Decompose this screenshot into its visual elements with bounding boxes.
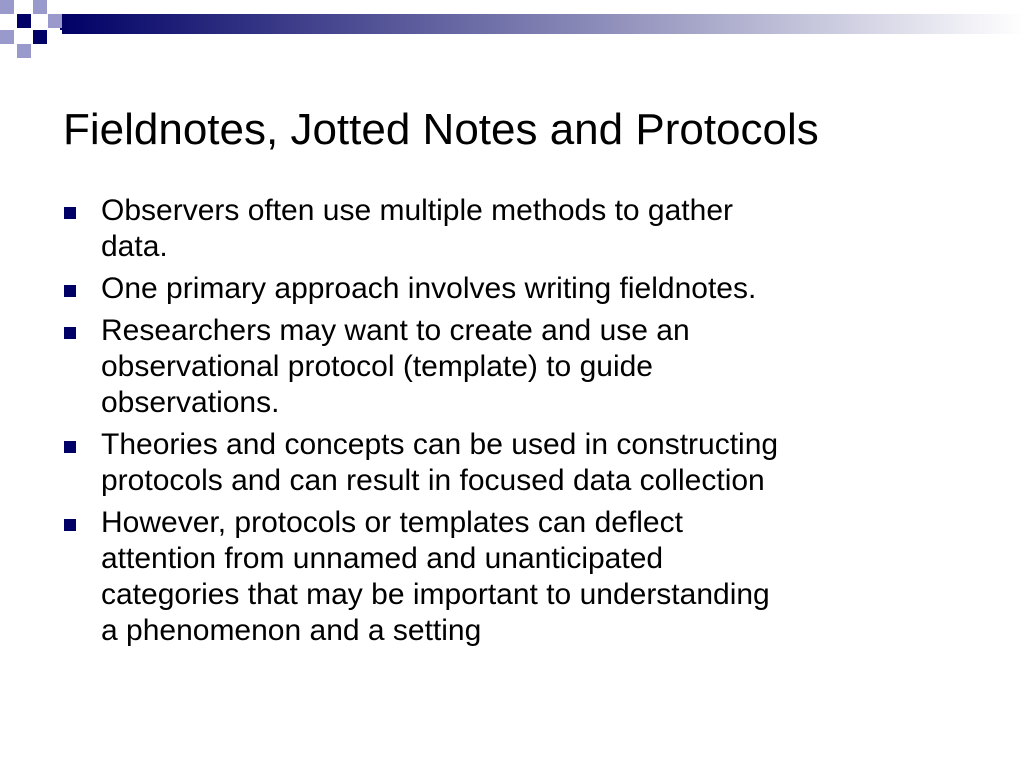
deco-square [17, 14, 31, 28]
deco-square [48, 14, 62, 28]
bullet-item [64, 427, 964, 499]
header-gradient-bar [60, 14, 1024, 34]
square-bullet-icon [64, 441, 76, 453]
deco-square [33, 30, 47, 44]
bullet-item [64, 505, 964, 649]
deco-square [48, 30, 62, 44]
header-decoration [0, 0, 1024, 62]
square-bullet-icon [64, 207, 76, 219]
bullet-item [64, 193, 964, 265]
deco-square [0, 0, 14, 14]
bullet-text: Theories and concepts can be used in constructing protocols and can result in focused data collection [101, 428, 779, 497]
deco-square [17, 44, 31, 58]
bullet-text: Researchers may want to create and use an observational protocol (template) to guide observations. [101, 314, 690, 419]
bullet-text: However, protocols or templates can deflect attention from unnamed and unanticipated categories that may be important to understanding a phenomenon and a setting [101, 506, 770, 647]
deco-square [0, 30, 14, 44]
square-bullet-icon [64, 327, 76, 339]
slide-title: Fieldnotes, Jotted Notes and Protocols [63, 105, 819, 154]
bullet-list [64, 193, 964, 655]
bullet-text: One primary approach involves writing fieldnotes. [101, 272, 757, 305]
bullet-text: Observers often use multiple methods to gather data. [101, 194, 733, 263]
bullet-item [64, 271, 964, 307]
bullet-item [64, 313, 964, 421]
square-bullet-icon [64, 285, 76, 297]
deco-square [33, 0, 47, 14]
square-bullet-icon [64, 519, 76, 531]
